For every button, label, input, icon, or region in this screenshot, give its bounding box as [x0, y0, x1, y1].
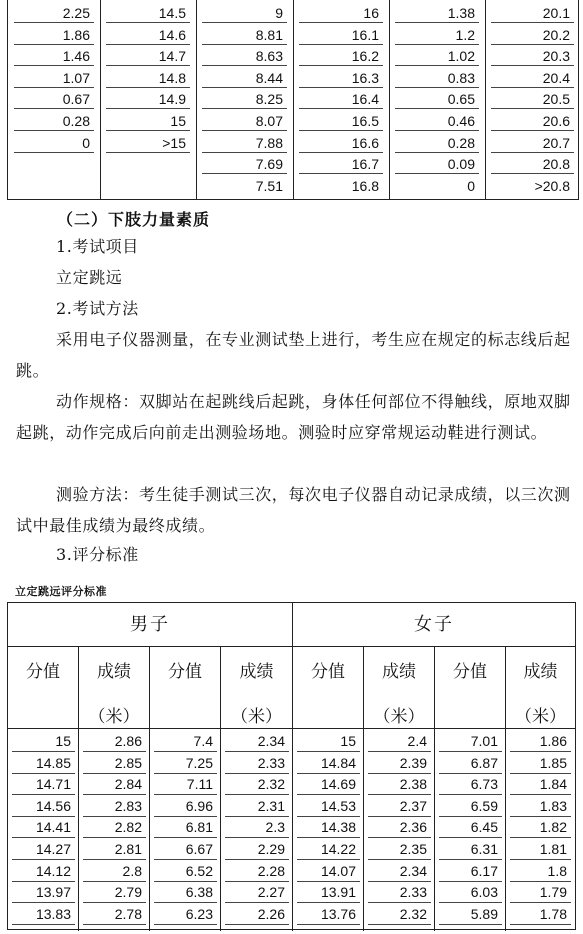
table-cell: 16.6 [299, 133, 383, 153]
table-cell: 2.33 [225, 753, 289, 774]
table-column [389, 0, 390, 200]
table-cell: 2.4 [368, 731, 431, 752]
table-cell: 14.5 [106, 3, 190, 23]
female-group-header: 女子 [293, 603, 575, 647]
table-cell: 14.22 [297, 839, 360, 860]
table-cell: 2.3 [225, 817, 289, 838]
table-cell: 2.82 [83, 817, 146, 838]
table-cell: 6.38 [154, 882, 217, 903]
table-cell: 14.9 [106, 89, 190, 109]
table-cell: 2.35 [368, 839, 431, 860]
table-cell: 1.86 [510, 731, 571, 752]
col-header-score [293, 647, 364, 729]
table-caption: 立定跳远评分标准 [15, 585, 107, 598]
table-cell: 1.02 [395, 46, 479, 66]
table-cell: 2.38 [368, 774, 431, 795]
table-cell: 14.85 [12, 753, 75, 774]
test-method-paragraph: 测验方法：考生徒手测试三次，每次电子仪器自动记录成绩，以三次测试中最佳成绩为最终成绩。 [16, 485, 571, 535]
table-cell: 7.4 [154, 731, 217, 752]
table-cell: 16.5 [299, 111, 383, 131]
table-cell: 16.1 [299, 25, 383, 45]
table-cell: 20.4 [491, 68, 574, 88]
table-cell: 7.25 [154, 753, 217, 774]
table-cell: 6.59 [439, 796, 502, 817]
table-cell: 2.8 [83, 861, 146, 882]
table-cell: 1.8 [510, 861, 571, 882]
table-cell: 9 [202, 3, 287, 23]
col-header-label: 分值 [453, 662, 487, 682]
table-cell: 2.25 [14, 3, 94, 23]
table-cell: 0.09 [395, 154, 479, 174]
table-cell: 8.25 [202, 89, 287, 109]
table-cell: 0 [14, 133, 94, 153]
table-cell: 2.81 [83, 839, 146, 860]
table-cell: 0.67 [14, 89, 94, 109]
table-cell: 2.34 [225, 731, 289, 752]
col-header-score [8, 647, 79, 729]
table-cell: 6.73 [439, 774, 502, 795]
table-cell: 20.1 [491, 3, 574, 23]
table-cell: 0.28 [395, 133, 479, 153]
table-cell: 16.4 [299, 89, 383, 109]
table-cell: 1.78 [510, 904, 571, 925]
table-cell: 2.85 [83, 753, 146, 774]
col-header-unit: （米） [88, 707, 140, 727]
method-paragraph: 采用电子仪器测量，在专业测试垫上进行，考生应在规定的标志线后起跳。 [16, 330, 571, 380]
standing-long-jump-table [7, 602, 576, 930]
table-cell: 6.96 [154, 796, 217, 817]
table-cell: 8.81 [202, 25, 287, 45]
table-cell: 0.65 [395, 89, 479, 109]
table-cell: 20.3 [491, 46, 574, 66]
table-cell: 2.26 [225, 904, 289, 925]
col-header-result [506, 647, 575, 729]
table-cell: 0.28 [14, 111, 94, 131]
col-header-label: 分值 [168, 662, 202, 682]
table-cell: 20.7 [491, 133, 574, 153]
table-cell: 2.39 [368, 753, 431, 774]
table-cell: 13.91 [297, 882, 360, 903]
col-header-label: 成绩 [97, 662, 131, 682]
table-cell: 14.07 [297, 861, 360, 882]
table-cell: 14.53 [297, 796, 360, 817]
table-cell: 2.32 [225, 774, 289, 795]
table-cell: 8.44 [202, 68, 287, 88]
table-cell: 1.81 [510, 839, 571, 860]
table-cell: 2.83 [83, 796, 146, 817]
item1-body: 立定跳远 [56, 268, 123, 287]
table-cell: 6.87 [439, 753, 502, 774]
item2-title: 2.考试方法 [56, 299, 139, 318]
table-cell: 6.17 [439, 861, 502, 882]
previous-score-table [7, 0, 579, 200]
col-header-unit: （米） [515, 707, 566, 727]
table-cell: 7.69 [202, 154, 287, 174]
item1-title: 1.考试项目 [56, 237, 139, 256]
table-cell: 0.83 [395, 68, 479, 88]
table-cell: 20.5 [491, 89, 574, 109]
table-cell: 6.67 [154, 839, 217, 860]
col-header-label: 成绩 [239, 662, 274, 682]
table-cell: 0 [467, 177, 475, 194]
col-header-result [79, 647, 150, 729]
table-cell: 2.29 [225, 839, 289, 860]
col-header-result [364, 647, 435, 729]
table-cell: 14.71 [12, 774, 75, 795]
table-cell: 1.85 [510, 753, 571, 774]
table-cell: 13.83 [12, 904, 75, 925]
table-cell: 0.46 [395, 111, 479, 131]
table-cell: 1.84 [510, 774, 571, 795]
table-cell: 7.88 [202, 133, 287, 153]
table-cell: 1.79 [510, 882, 571, 903]
table-cell: 2.28 [225, 861, 289, 882]
table-cell: 1.38 [395, 3, 479, 23]
table-column [485, 0, 486, 200]
table-cell: 1.46 [14, 46, 94, 66]
table-cell: 14.27 [12, 839, 75, 860]
table-cell: 7.51 [255, 177, 283, 194]
table-cell: >20.8 [534, 177, 570, 194]
table-cell: 14.7 [106, 46, 190, 66]
table-cell: 2.32 [368, 904, 431, 925]
table-cell: 2.86 [83, 731, 146, 752]
table-cell: 16.7 [299, 154, 383, 174]
table-cell: 2.78 [83, 904, 146, 925]
table-cell: 2.36 [368, 817, 431, 838]
table-cell: 16.8 [351, 177, 379, 194]
table-cell: 20.6 [491, 111, 574, 131]
table-cell: 2.27 [225, 882, 289, 903]
table-cell: 14.69 [297, 774, 360, 795]
table-cell: 2.84 [83, 774, 146, 795]
col-header-score [435, 647, 506, 729]
table-cell: 1.2 [395, 25, 479, 45]
table-cell: 14.6 [106, 25, 190, 45]
table-cell: 6.23 [154, 904, 217, 925]
table-cell: 5.89 [439, 904, 502, 925]
table-cell: >15 [106, 133, 190, 153]
table-cell: 6.52 [154, 861, 217, 882]
table-cell: 15 [12, 731, 75, 752]
table-cell: 6.45 [439, 817, 502, 838]
table-cell: 1.86 [14, 25, 94, 45]
table-cell: 6.81 [154, 817, 217, 838]
table-cell: 14.12 [12, 861, 75, 882]
table-cell: 1.82 [510, 817, 571, 838]
table-cell: 20.8 [491, 154, 574, 174]
section-heading: （二）下肢力量素质 [57, 210, 211, 229]
table-cell: 13.76 [297, 904, 360, 925]
table-cell: 1.83 [510, 796, 571, 817]
table-cell: 16.2 [299, 46, 383, 66]
table-cell: 14.84 [297, 753, 360, 774]
table-cell: 7.11 [154, 774, 217, 795]
table-cell: 2.34 [368, 861, 431, 882]
col-header-label: 成绩 [382, 662, 416, 682]
table-cell: 2.31 [225, 796, 289, 817]
table-cell: 14.8 [106, 68, 190, 88]
table-cell: 8.63 [202, 46, 287, 66]
col-header-label: 成绩 [523, 662, 558, 682]
male-group-header: 男子 [8, 603, 292, 647]
table-cell: 15 [106, 111, 190, 131]
table-cell: 20.2 [491, 25, 574, 45]
table-cell: 2.79 [83, 882, 146, 903]
table-cell: 13.97 [12, 882, 75, 903]
col-header-unit: （米） [231, 707, 282, 727]
table-cell: 2.33 [368, 882, 431, 903]
table-cell: 7.01 [439, 731, 502, 752]
table-column [196, 0, 197, 200]
table-column [293, 0, 294, 200]
action-spec-paragraph: 动作规格：双脚站在起跳线后起跳，身体任何部位不得触线，原地双脚起跳，动作完成后向前走出测验场地。测验时应穿常规运动鞋进行测试。 [16, 392, 571, 442]
table-cell: 16 [299, 3, 383, 23]
table-cell: 1.07 [14, 68, 94, 88]
table-cell: 8.07 [202, 111, 287, 131]
table-cell: 14.56 [12, 796, 75, 817]
table-cell: 16.3 [299, 68, 383, 88]
table-cell: 15 [297, 731, 360, 752]
table-cell: 14.41 [12, 817, 75, 838]
table-cell: 2.37 [368, 796, 431, 817]
col-header-unit: （米） [373, 707, 425, 727]
col-header-label: 分值 [26, 662, 60, 682]
col-header-result [221, 647, 293, 729]
col-header-label: 分值 [311, 662, 345, 682]
table-cell: 6.03 [439, 882, 502, 903]
col-header-score [150, 647, 221, 729]
item3-title: 3.评分标准 [56, 545, 139, 564]
table-cell: 14.38 [297, 817, 360, 838]
table-column [100, 0, 101, 200]
table-cell: 6.31 [439, 839, 502, 860]
